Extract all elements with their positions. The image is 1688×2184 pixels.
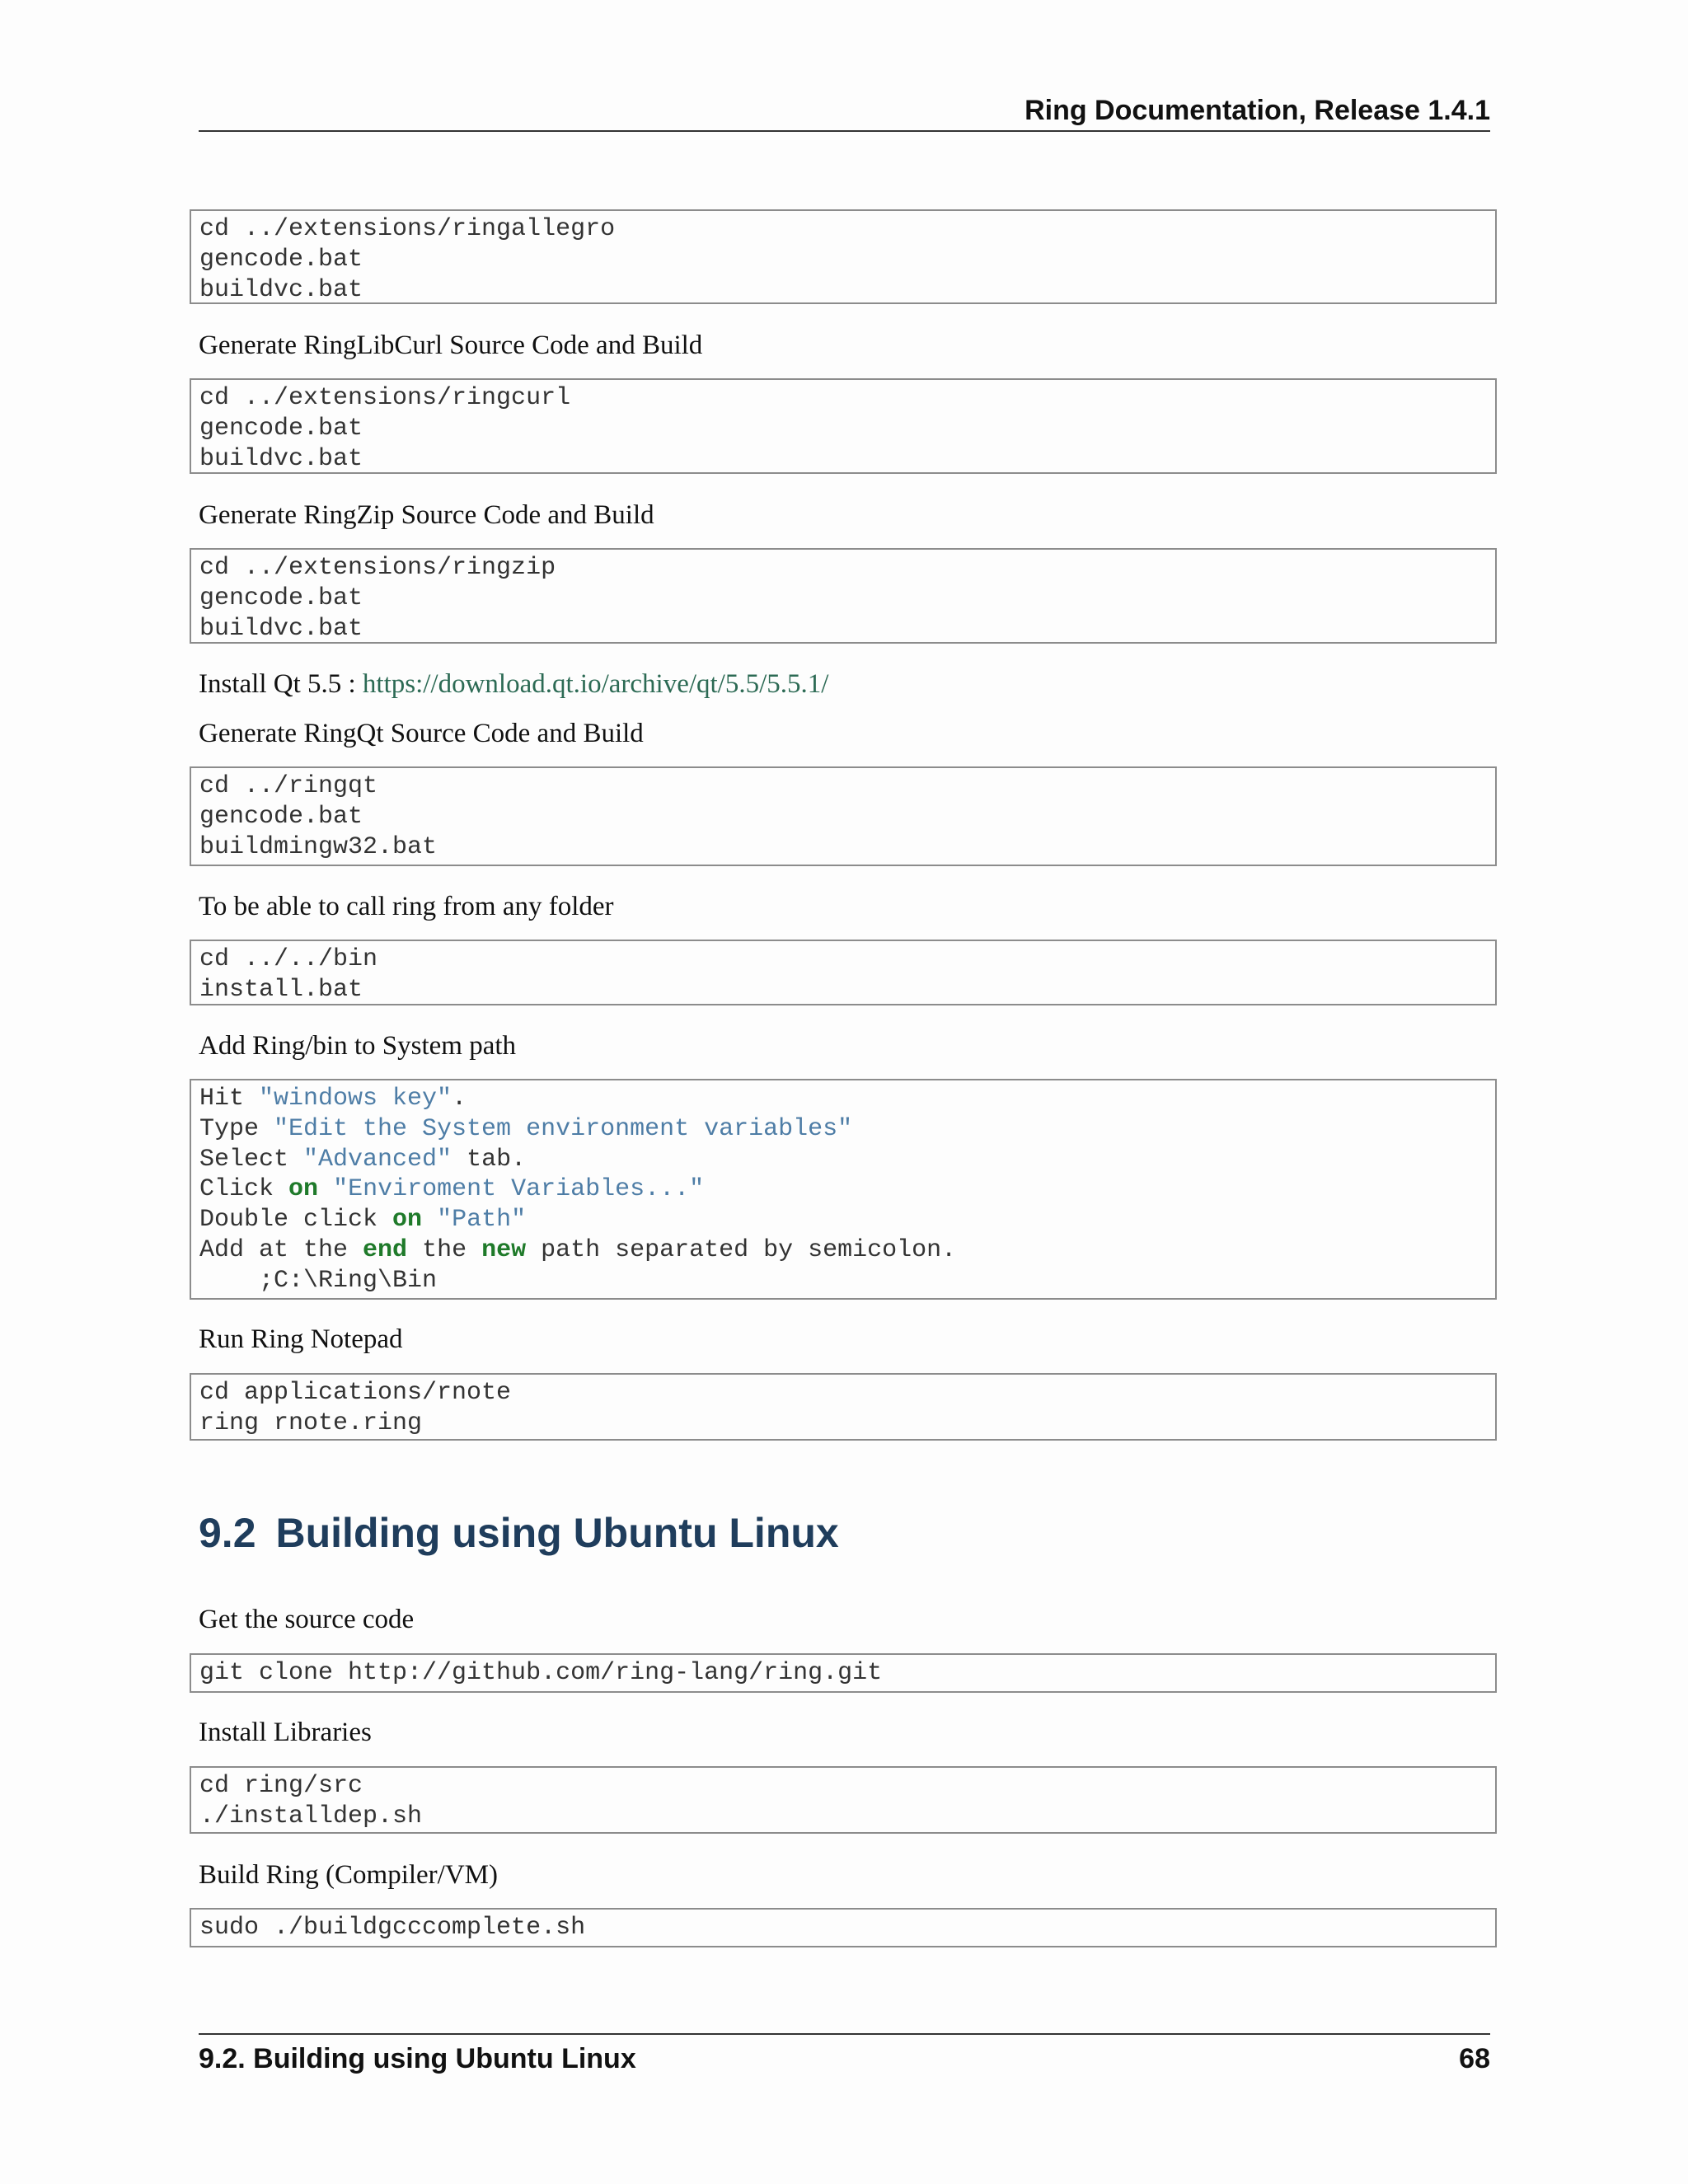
page-number: 68 <box>1459 2043 1490 2074</box>
ringqt-label: Generate RingQt Source Code and Build <box>199 719 644 748</box>
code-line: ring rnote.ring <box>199 1408 423 1437</box>
code-line: Click on "Enviroment Variables..." <box>199 1175 705 1204</box>
code-block-syspath <box>190 1079 1497 1300</box>
code-line: cd ../extensions/ringcurl <box>199 384 571 412</box>
notepad-label: Run Ring Notepad <box>199 1324 403 1354</box>
code-line: buildvc.bat <box>199 614 363 643</box>
syspath-label: Add Ring/bin to System path <box>199 1031 517 1061</box>
code-line: Select "Advanced" tab. <box>199 1145 527 1174</box>
code-line: gencode.bat <box>199 802 363 831</box>
anyfolder-label: To be able to call ring from any folder <box>199 892 614 921</box>
code-block-libcurl <box>190 378 1497 474</box>
code-line: gencode.bat <box>199 414 363 443</box>
code-line: cd ../extensions/ringzip <box>199 554 556 582</box>
code-line: buildvc.bat <box>199 444 363 473</box>
code-line: Type "Edit the System environment variables" <box>199 1114 853 1143</box>
code-block-git-clone <box>190 1653 1497 1693</box>
code-line: cd ../extensions/ringallegro <box>199 215 616 243</box>
qt-install-text: Install Qt 5.5 : <box>199 669 363 699</box>
code-line: cd ring/src <box>199 1772 363 1800</box>
running-header: Ring Documentation, Release 1.4.1 <box>1025 95 1490 126</box>
build-label: Build Ring (Compiler/VM) <box>199 1860 498 1890</box>
code-line: cd ../../bin <box>199 945 378 973</box>
code-line: Hit "windows key". <box>199 1085 467 1113</box>
code-block-notepad <box>190 1373 1497 1441</box>
qt-install-line <box>199 666 828 702</box>
code-line: Double click on "Path" <box>199 1206 527 1235</box>
code-line: gencode.bat <box>199 245 363 274</box>
section-heading <box>199 1508 839 1558</box>
code-block-zip <box>190 548 1497 644</box>
code-block-install <box>190 940 1497 1005</box>
code-line: cd ../ringqt <box>199 772 378 800</box>
code-block-allegro <box>190 209 1497 304</box>
code-line: ;C:\Ring\Bin <box>199 1266 438 1295</box>
code-line: cd applications/rnote <box>199 1379 512 1407</box>
code-line: git clone http://github.com/ring-lang/ring.git <box>199 1659 883 1687</box>
footer-rule <box>199 2033 1490 2035</box>
code-line: ./installdep.sh <box>199 1802 423 1830</box>
header-rule <box>199 130 1490 132</box>
code-line: sudo ./buildgcccomplete.sh <box>199 1914 586 1942</box>
libs-label: Install Libraries <box>199 1718 372 1747</box>
qt-download-link[interactable]: https://download.qt.io/archive/qt/5.5/5.5.1/ <box>362 669 829 699</box>
code-line: buildvc.bat <box>199 275 363 304</box>
code-block-installdep <box>190 1766 1497 1834</box>
zip-label: Generate RingZip Source Code and Build <box>199 500 654 530</box>
code-line: gencode.bat <box>199 583 363 612</box>
section-title: Building using Ubuntu Linux <box>275 1510 839 1556</box>
code-line: install.bat <box>199 975 363 1004</box>
source-label: Get the source code <box>199 1605 415 1634</box>
footer-section: 9.2. Building using Ubuntu Linux <box>199 2043 636 2074</box>
libcurl-label: Generate RingLibCurl Source Code and Build <box>199 330 703 360</box>
code-line: buildmingw32.bat <box>199 832 438 861</box>
code-block-build <box>190 1908 1497 1947</box>
code-block-ringqt <box>190 766 1497 866</box>
section-number: 9.2 <box>199 1510 256 1556</box>
code-line: Add at the end the new path separated by semicolon. <box>199 1235 957 1264</box>
